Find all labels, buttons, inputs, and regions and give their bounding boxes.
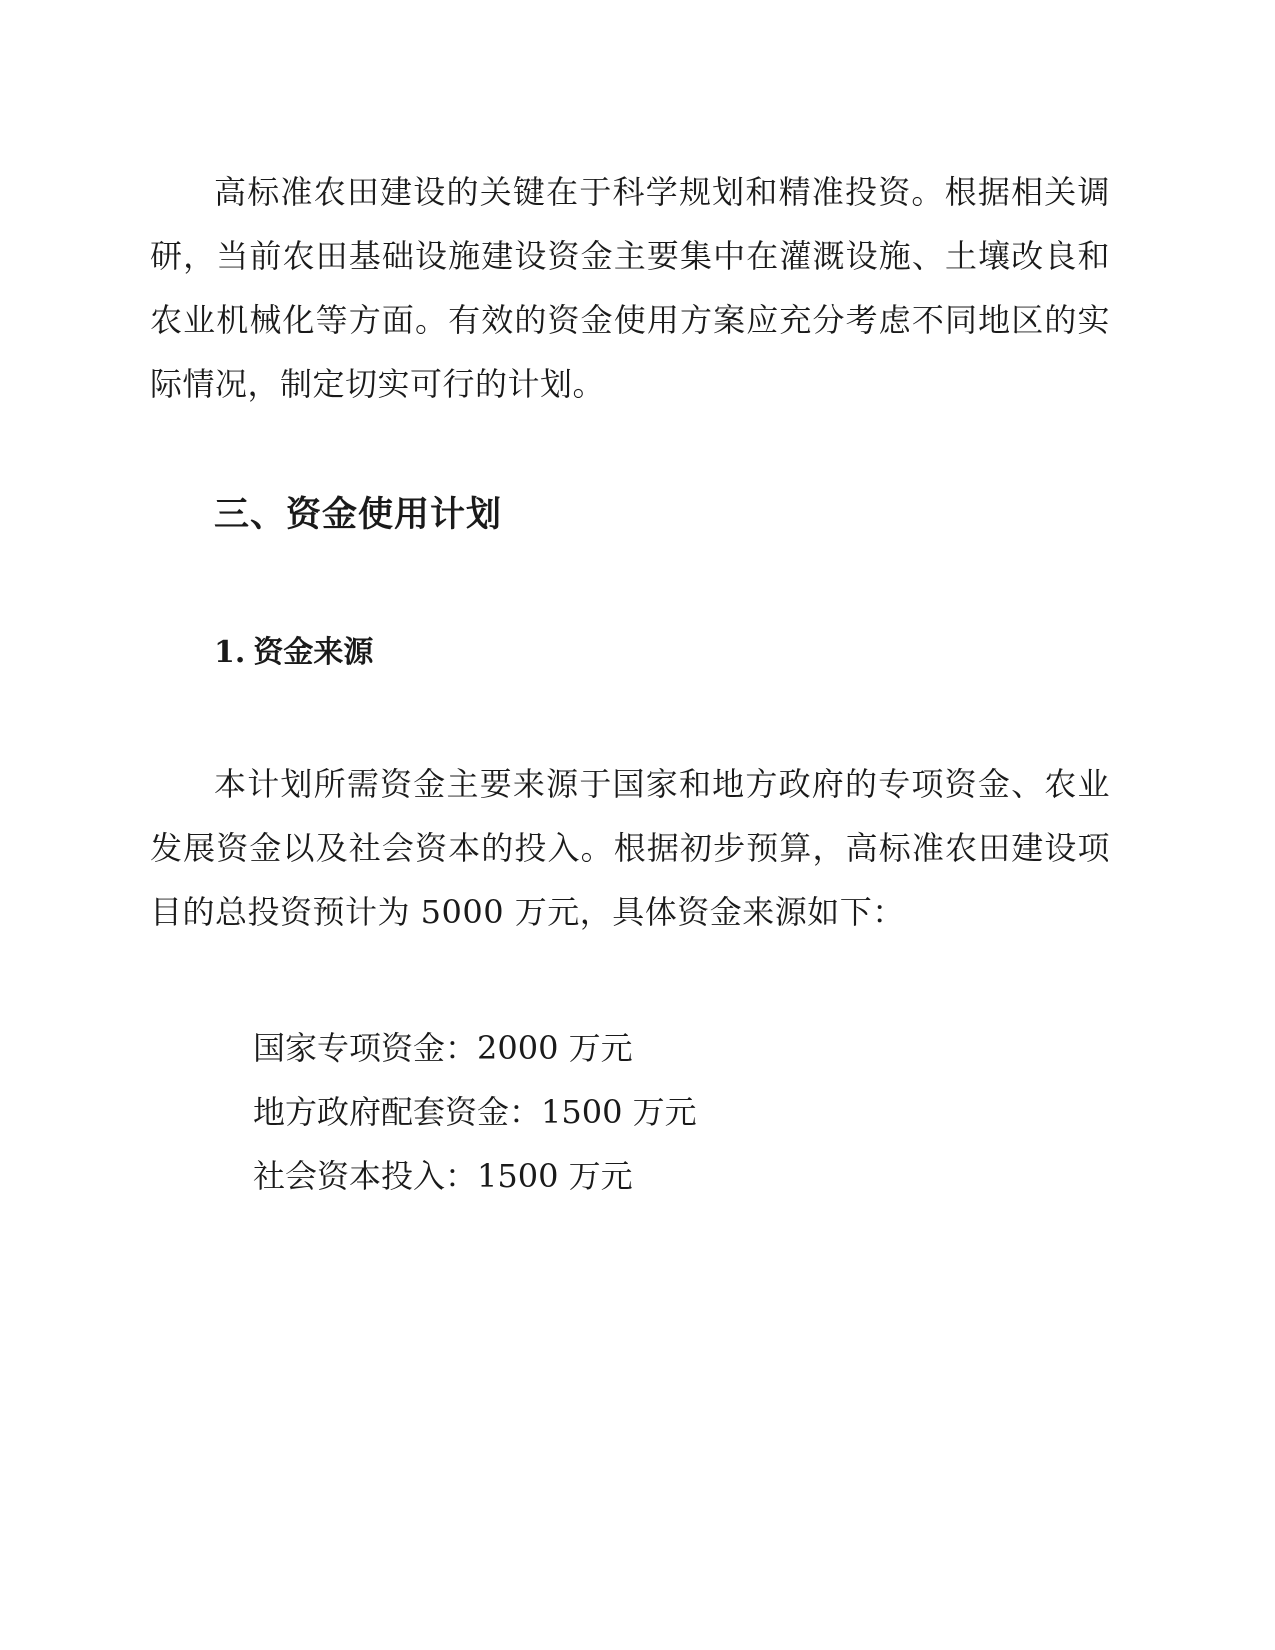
intro-paragraph: 高标准农田建设的关键在于科学规划和精准投资。根据相关调研，当前农田基础设施建设资金主要集中在灌溉设施、土壤改良和农业机械化等方面。有效的资金使用方案应充分考虑不同地区的实际情况，制定切实可行的计划。 (150, 173, 1110, 403)
funding-paragraph: 本计划所需资金主要来源于国家和地方政府的专项资金、农业发展资金以及社会资本的投入。根据初步预算，高标准农田建设项目的总投资预计为 5000 万元，具体资金来源如下： (150, 765, 1110, 931)
subsection-heading (214, 633, 373, 673)
subsection-number: 1. (214, 635, 246, 670)
funding-source-item: 地方政府配套资金：1500 万元 (253, 1093, 697, 1131)
funding-source-item: 国家专项资金：2000 万元 (253, 1029, 633, 1067)
section-heading: 三、资金使用计划 (214, 495, 503, 535)
subsection-title: 资金来源 (253, 635, 374, 670)
funding-source-item: 社会资本投入：1500 万元 (253, 1157, 633, 1195)
funding-source-list (253, 1016, 697, 1208)
